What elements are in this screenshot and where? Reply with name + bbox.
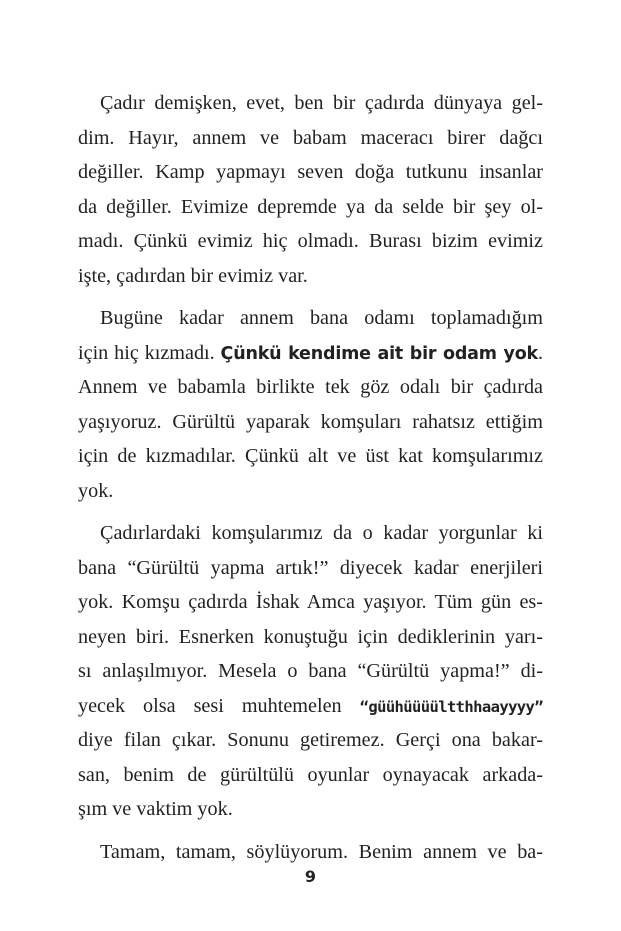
text-line: şım ve vaktim yok. <box>78 798 233 820</box>
body-text <box>78 86 543 869</box>
text-line: madı. Çünkü evimiz hiç olmadı. Burası bizim evimiz <box>78 230 543 252</box>
text-line: işte, çadırdan bir evimiz var. <box>78 264 308 287</box>
text-segment: yecek olsa sesi muhtemelen <box>78 694 360 717</box>
text-line: yaşıyoruz. Gürültü yaparak komşuları rahatsız ettiğim <box>78 410 543 433</box>
text-line: yok. Komşu çadırda İshak Amca yaşıyor. Tüm gün es- <box>78 591 543 613</box>
text-line: Çadırlardaki komşularımız da o kadar yorgunlar ki <box>100 522 543 544</box>
text-line: neyen biri. Esnerken konuştuğu için dediklerinin yarı- <box>78 625 543 648</box>
text-line: yok. <box>78 479 114 502</box>
text-line-with-emphasis <box>78 689 543 724</box>
text-line: bana “Gürültü yapma artık!” diyecek kadar enerjileri <box>78 556 543 579</box>
text-line: Çadır demişken, evet, ben bir çadırda dünyaya gel- <box>100 92 543 114</box>
page-number: 9 <box>304 867 317 886</box>
text-segment: için hiç kızmadı. <box>78 341 221 364</box>
text-line: diye filan çıkar. Sonunu getiremez. Gerçi ona bakar- <box>78 729 543 751</box>
text-line: da değiller. Evimize depremde ya da selde bir şey ol- <box>78 195 543 218</box>
text-line: san, benim de gürültülü oyunlar oynayacak arkada- <box>78 763 543 786</box>
text-line: Tamam, tamam, söylüyorum. Benim annem ve ba- <box>100 840 543 863</box>
text-line: Annem ve babamla birlikte tek göz odalı bir çadırda <box>78 376 543 398</box>
handwritten-yawn-word: “güühüüüültthhaayyyy” <box>359 697 543 716</box>
text-line: Bugüne kadar annem bana odamı toplamadığım <box>100 307 543 329</box>
handwritten-emphasis: Çünkü kendime ait bir odam yok <box>220 343 538 364</box>
text-line: değiller. Kamp yapmayı seven doğa tutkunu insanlar <box>78 161 543 183</box>
text-segment: . <box>537 341 544 364</box>
text-line-with-emphasis <box>78 336 543 371</box>
text-line: dim. Hayır, annem ve babam maceracı birer dağcı <box>78 126 543 149</box>
text-line: sı anlaşılmıyor. Mesela o bana “Gürültü yapma!” di- <box>78 660 543 682</box>
text-line: için de kızmadılar. Çünkü alt ve üst kat komşularımız <box>78 445 543 467</box>
